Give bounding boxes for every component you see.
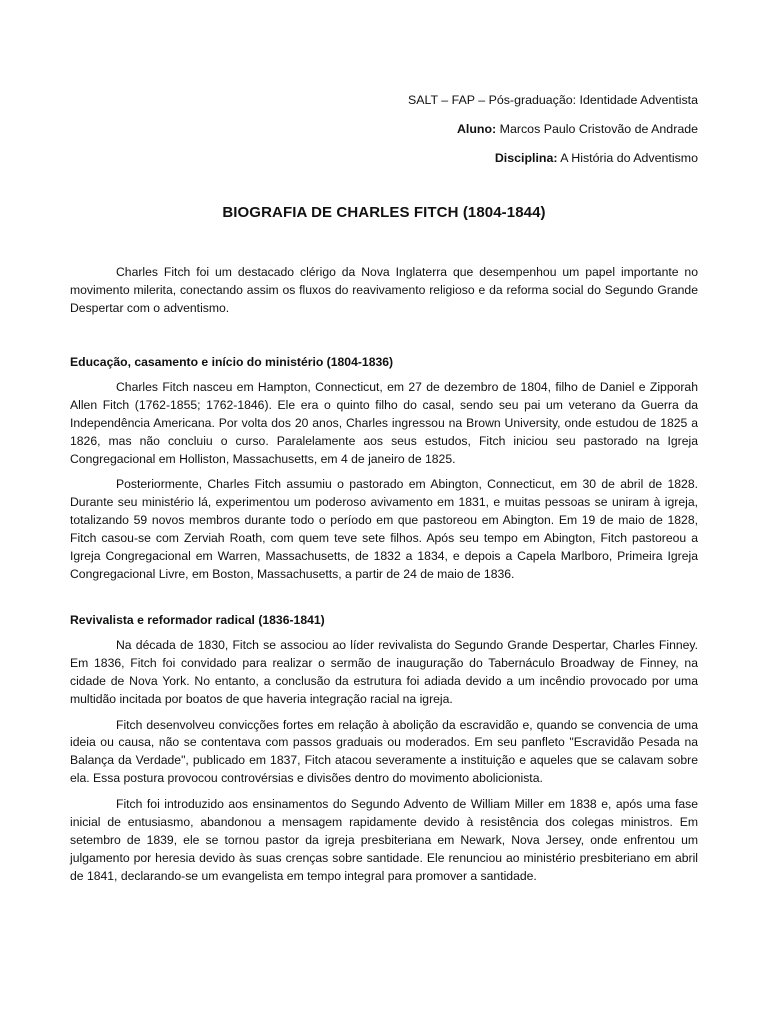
paragraph: Fitch desenvolveu convicções fortes em relação à abolição da escravidão e, quando se convencia de uma ideia ou causa, não se contentava com passos graduais ou moderados. Em seu panfleto "Escravidão Pesada na Balança da Verdade", publicado em 1837, Fitch atacou severamente a instituição e aqueles que se calavam sobre ela. Essa postura provocou controvérsias e divisões dentro do movimento abolicionista. [70, 717, 698, 786]
student-label: Aluno: [456, 122, 497, 136]
intro-block [70, 264, 698, 318]
course-line: SALT – FAP – Pós-graduação: Identidade Adventista [408, 93, 698, 107]
student-line [408, 115, 698, 144]
section-education [70, 354, 698, 584]
document-title: BIOGRAFIA DE CHARLES FITCH (1804-1844) [222, 204, 546, 221]
intro-paragraph: Charles Fitch foi um destacado clérigo da Nova Inglaterra que desempenhou um papel importante no movimento milerita, conectando assim os fluxos do reavivamento religioso e da reforma social do Segundo Grande Despertar com o adventismo. [70, 265, 698, 315]
paragraph: Charles Fitch nasceu em Hampton, Connecticut, em 27 de dezembro de 1804, filho de Daniel e Zipporah Allen Fitch (1762-1855; 1762-1846). Ele era o quinto filho do casal, sendo seu pai um veterano da Guerra da Independência Americana. Por volta dos 20 anos, Charles ingressou na Brown University, onde estudou de 1825 a 1826, mas não concluiu o curso. Paralelamente aos seus estudos, Fitch iniciou seu pastorado na Igreja Congregacional em Holliston, Massachusetts, em 4 de janeiro de 1825. [70, 379, 698, 466]
discipline-name: A História do Adventismo [560, 151, 698, 165]
document-header [408, 86, 698, 173]
section-revivalist [70, 612, 698, 886]
section-heading: Educação, casamento e início do ministério (1804-1836) [70, 355, 394, 369]
paragraph: Posteriormente, Charles Fitch assumiu o pastorado em Abington, Connecticut, em 30 de abril de 1828. Durante seu ministério lá, experimentou um poderoso avivamento em 1831, e muitas pessoas se uniram à igreja, totalizando 59 novos membros durante todo o período em que pastoreou em Abington. Em 19 de maio de 1828, Fitch casou-se com Zerviah Roath, com quem teve sete filhos. Após seu tempo em Abington, Fitch pastoreou a Igreja Congregacional em Warren, Massachusetts, de 1832 a 1834, e depois a Capela Marlboro, Primeira Igreja Congregacional Livre, em Boston, Massachusetts, a partir de 24 de maio de 1836. [70, 477, 698, 581]
student-name: Marcos Paulo Cristovão de Andrade [499, 122, 698, 136]
section-heading: Revivalista e reformador radical (1836-1841) [70, 613, 325, 627]
discipline-label: Disciplina: [494, 151, 558, 165]
paragraph: Fitch foi introduzido aos ensinamentos do Segundo Advento de William Miller em 1838 e, após uma fase inicial de entusiasmo, abandonou a mensagem rapidamente devido à resistência dos colegas ministros. Em setembro de 1839, ele se tornou pastor da igreja presbiteriana em Newark, Nova Jersey, onde enfrentou um julgamento por heresia devido às suas crenças sobre santidade. Ele renunciou ao ministério presbiteriano em abril de 1841, declarando-se um evangelista em tempo integral para promover a santidade. [70, 797, 698, 883]
paragraph: Na década de 1830, Fitch se associou ao líder revivalista do Segundo Grande Despertar, Charles Finney. Em 1836, Fitch foi convidado para realizar o sermão de inauguração do Tabernáculo Broadway de Finney, na cidade de Nova York. No entanto, a conclusão da estrutura foi adiada devido a um incêndio provocado por uma multidão incitada por boatos de que haveria integração racial na igreja. [70, 637, 698, 706]
discipline-line [408, 144, 698, 173]
